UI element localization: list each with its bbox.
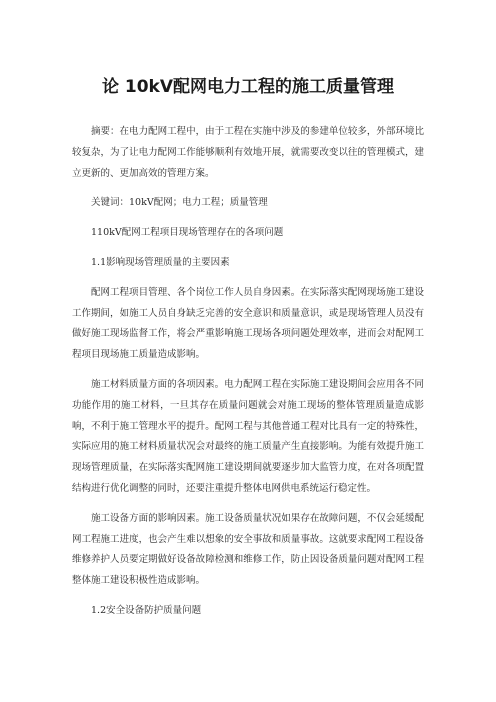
- document-title: 论 10kV配网电力工程的施工质量管理: [101, 77, 395, 97]
- paragraph-gap: [72, 214, 424, 223]
- paragraph-gap: [72, 274, 424, 283]
- subsection-heading-1-1: 1.1影响现场管理质量的主要因素: [91, 256, 230, 268]
- paragraph-gap: [72, 366, 424, 375]
- body-paragraph-management-factors: 配网工程项目管理、各个岗位工作人员自身因素。在实际落实配网现场施工建设工作期间，如施工人员自身缺乏完善的安全意识和质量意识，或是现场管理人员没有做好施工现场监督工作，将会严重影响施工现场各项问题处理效率，进而会对配网工程项目现场施工质量造成影响。: [72, 286, 424, 361]
- document-body: [72, 122, 424, 622]
- body-paragraph-equipment-factors: 施工设备方面的影响因素。施工设备质量状况如果存在故障问题，不仅会延缓配网工程施工进度，也会产生难以想象的安全事故和质量事故。这就要求配网工程设备维修养护人员要定期做好设备故障检测和维修工作，防止因设备质量问题对配网工程整体施工建设积极性造成影响。: [72, 512, 424, 587]
- abstract-paragraph: 摘要：在电力配网工程中，由于工程在实施中涉及的参建单位较多，外部环境比较复杂，为了让电力配网工作能够顺利有效地开展，就需要改变以往的管理模式，建立更新的、更加高效的管理方案。: [72, 126, 424, 179]
- subsection-heading-1-2: 1.2安全设备防护质量问题: [91, 604, 202, 616]
- section-heading-1: 110kV配网工程项目现场管理存在的各项问题: [91, 227, 284, 239]
- paragraph-gap: [72, 184, 424, 193]
- paragraph-gap: [72, 244, 424, 253]
- paragraph-gap: [72, 592, 424, 601]
- body-paragraph-material-factors: 施工材料质量方面的各项因素。电力配网工程在实际施工建设期间会应用各不同功能作用的施工材料，一旦其存在质量问题就会对施工现场的整体管理质量造成影响，不利于施工管理水平的提升。配网工程与其他普通工程对比具有一定的特殊性，实际应用的施工材料质量状况会对最终的施工质量产生直接影响。为能有效提升施工现场管理质量，在实际落实配网施工建设期间就要逐步加大监管力度，在对各项配置结构进行优化调整的同时，还要注重提升整体电网供电系统运行稳定性。: [72, 378, 424, 494]
- keywords-paragraph: 关键词：10kV配网；电力工程；质量管理: [91, 197, 268, 209]
- paragraph-gap: [72, 500, 424, 509]
